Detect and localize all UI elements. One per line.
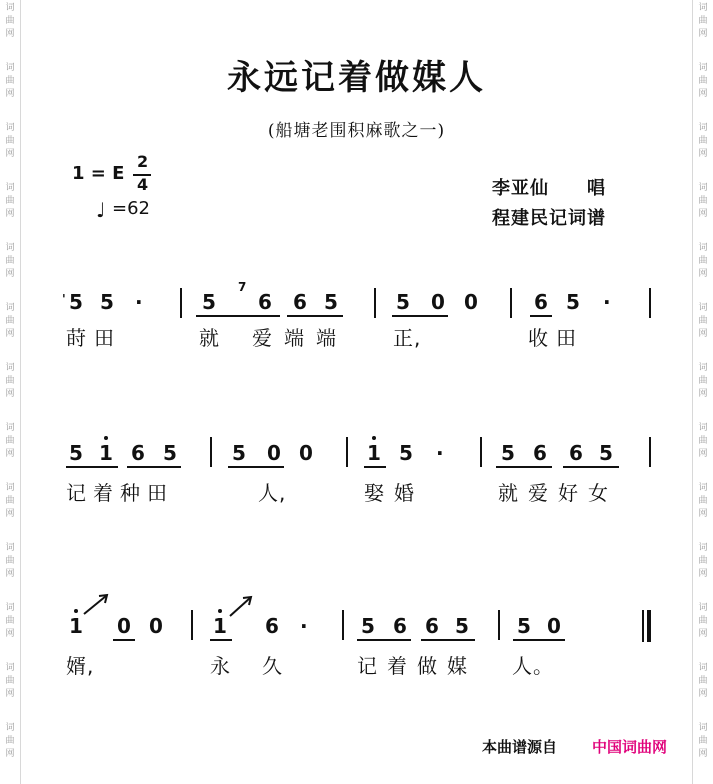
watermark-glyph: 词: [5, 123, 15, 133]
note: 5: [324, 290, 338, 314]
lyric: 娶婚: [364, 481, 424, 505]
note: 5: [100, 290, 114, 314]
watermark-glyph: 网: [5, 389, 15, 399]
beam-line: [392, 315, 448, 317]
note: 6: [569, 441, 583, 465]
watermark-glyph: 词: [5, 423, 15, 433]
beam-line: [113, 639, 135, 641]
watermark-glyph: 曲: [698, 436, 708, 446]
watermark-glyph: 网: [5, 209, 15, 219]
watermark-glyph: 网: [698, 269, 708, 279]
watermark-glyph: 曲: [5, 496, 15, 506]
augmentation-dot: ·: [436, 441, 444, 465]
note: 0: [149, 614, 163, 638]
lyric: 莳田: [66, 326, 122, 350]
credit-notation: 程建民记词谱: [492, 208, 606, 229]
note: 5: [517, 614, 531, 638]
augmentation-dot: ·: [603, 290, 611, 314]
note: 5: [69, 290, 83, 314]
note: 5: [566, 290, 580, 314]
lyric: 爱端端: [252, 326, 348, 350]
beam-line: [563, 466, 619, 468]
watermark-glyph: 网: [5, 569, 15, 579]
time-signature-bottom: 4: [137, 175, 149, 194]
watermark-glyph: 词: [698, 543, 708, 553]
lyric: 记着做媒: [357, 654, 477, 678]
watermark-glyph: 网: [5, 89, 15, 99]
watermark-glyph: 词: [5, 243, 15, 253]
high-octave-dot: [104, 436, 108, 440]
source-site-link[interactable]: 中国词曲网: [592, 738, 668, 756]
augmentation-dot: ·: [135, 290, 143, 314]
watermark-glyph: 词: [698, 663, 708, 673]
watermark-glyph: 曲: [5, 616, 15, 626]
watermark-glyph: 词: [698, 183, 708, 193]
breath-arrow-icon: [82, 592, 112, 616]
barline: [180, 288, 182, 318]
watermark-glyph: 网: [5, 629, 15, 639]
watermark-glyph: 词: [698, 603, 708, 613]
barline: [374, 288, 376, 318]
beam-line: [66, 466, 118, 468]
watermark-glyph: 曲: [5, 76, 15, 86]
watermark-glyph: 曲: [698, 736, 708, 746]
watermark-glyph: 网: [5, 449, 15, 459]
note: 5: [399, 441, 413, 465]
note: 5: [163, 441, 177, 465]
lyric: 永: [210, 654, 231, 678]
barline: [498, 610, 500, 640]
lyric: 久: [262, 654, 283, 678]
note: 5: [599, 441, 613, 465]
watermark-glyph: 曲: [5, 436, 15, 446]
lyric: 收田: [528, 326, 584, 350]
quarter-note-icon: ♩: [96, 198, 106, 222]
lyric: 人。: [512, 654, 554, 678]
watermark-glyph: 网: [698, 329, 708, 339]
breath-arrow-icon: [228, 594, 256, 618]
watermark-glyph: 曲: [5, 196, 15, 206]
watermark-glyph: 词: [698, 123, 708, 133]
final-barline-thick: [647, 610, 651, 642]
watermark-glyph: 词: [5, 543, 15, 553]
watermark-glyph: 曲: [698, 616, 708, 626]
augmentation-dot: ·: [300, 614, 308, 638]
source-label: 本曲谱源自: [482, 738, 558, 756]
watermark-glyph: 词: [698, 303, 708, 313]
watermark-glyph: 曲: [698, 316, 708, 326]
watermark-glyph: 词: [5, 63, 15, 73]
watermark-glyph: 词: [698, 363, 708, 373]
barline: [346, 437, 348, 467]
note: 6: [131, 441, 145, 465]
beam-line: [530, 315, 552, 317]
note: 0: [117, 614, 131, 638]
note: 6: [534, 290, 548, 314]
watermark-glyph: 曲: [698, 16, 708, 26]
watermark-glyph: 词: [5, 663, 15, 673]
lyric: 记着种田: [66, 481, 174, 505]
note: 5: [202, 290, 216, 314]
watermark-glyph: 词: [5, 723, 15, 733]
watermark-glyph: 网: [698, 689, 708, 699]
high-octave-dot: [218, 609, 222, 613]
watermark-glyph: 曲: [5, 556, 15, 566]
barline: [210, 437, 212, 467]
note: 6: [425, 614, 439, 638]
watermark-glyph: 网: [698, 749, 708, 759]
note: 0: [464, 290, 478, 314]
watermark-glyph: 词: [5, 303, 15, 313]
note: 1: [213, 614, 227, 638]
watermark-glyph: 词: [5, 483, 15, 493]
beam-line: [228, 466, 284, 468]
lyric: 就: [199, 326, 220, 350]
watermark-glyph: 曲: [5, 736, 15, 746]
watermark-glyph: 网: [5, 749, 15, 759]
barline: [191, 610, 193, 640]
tie-mark: ': [62, 292, 66, 306]
watermark-glyph: 词: [5, 603, 15, 613]
watermark-glyph: 词: [5, 363, 15, 373]
lyric: 人,: [258, 481, 287, 505]
watermark-glyph: 网: [698, 569, 708, 579]
watermark-glyph: 网: [698, 629, 708, 639]
watermark-glyph: 网: [698, 209, 708, 219]
watermark-glyph: 词: [5, 183, 15, 193]
watermark-glyph: 网: [698, 89, 708, 99]
note: 6: [265, 614, 279, 638]
lyric: 正,: [393, 326, 422, 350]
beam-line: [421, 639, 475, 641]
beam-line: [210, 639, 232, 641]
tempo-value: =62: [112, 198, 150, 219]
high-octave-dot: [372, 436, 376, 440]
note: 5: [361, 614, 375, 638]
watermark-glyph: 网: [698, 389, 708, 399]
watermark-glyph: 曲: [5, 316, 15, 326]
watermark-glyph: 曲: [5, 676, 15, 686]
watermark-glyph: 网: [5, 29, 15, 39]
watermark-glyph: 曲: [698, 256, 708, 266]
grace-note: 7: [238, 280, 247, 294]
note: 5: [69, 441, 83, 465]
beam-line: [287, 315, 343, 317]
watermark-glyph: 网: [5, 329, 15, 339]
note: 6: [393, 614, 407, 638]
watermark-glyph: 曲: [5, 376, 15, 386]
key-signature: 1 = E: [72, 163, 125, 184]
beam-line: [364, 466, 386, 468]
beam-line: [127, 466, 181, 468]
lyric: 婿,: [66, 654, 95, 678]
note: 5: [501, 441, 515, 465]
note: 5: [396, 290, 410, 314]
watermark-glyph: 网: [5, 269, 15, 279]
note: 6: [533, 441, 547, 465]
watermark-glyph: 曲: [698, 556, 708, 566]
watermark-glyph: 网: [698, 29, 708, 39]
watermark-glyph: 曲: [698, 676, 708, 686]
watermark-glyph: 词: [698, 723, 708, 733]
beam-line: [357, 639, 411, 641]
watermark-glyph: 曲: [698, 136, 708, 146]
watermark-glyph: 网: [698, 509, 708, 519]
watermark-glyph: 曲: [5, 136, 15, 146]
barline: [649, 437, 651, 467]
barline: [649, 288, 651, 318]
song-title: 永远记着做媒人: [227, 58, 486, 98]
note: 0: [267, 441, 281, 465]
note: 5: [232, 441, 246, 465]
barline: [510, 288, 512, 318]
watermark-glyph: 词: [698, 63, 708, 73]
watermark-glyph: 曲: [5, 256, 15, 266]
watermark-glyph: 网: [5, 689, 15, 699]
watermark-glyph: 曲: [698, 76, 708, 86]
watermark-glyph: 曲: [698, 376, 708, 386]
watermark-glyph: 词: [698, 423, 708, 433]
beam-line: [496, 466, 552, 468]
note: 0: [547, 614, 561, 638]
watermark-glyph: 曲: [698, 496, 708, 506]
watermark-glyph: 曲: [5, 16, 15, 26]
barline: [480, 437, 482, 467]
watermark-glyph: 网: [698, 149, 708, 159]
note: 6: [293, 290, 307, 314]
note: 1: [367, 441, 381, 465]
barline: [342, 610, 344, 640]
watermark-glyph: 词: [698, 483, 708, 493]
watermark-glyph: 词: [698, 3, 708, 13]
credit-singer: 李亚仙 唱: [492, 178, 606, 199]
high-octave-dot: [74, 609, 78, 613]
watermark-glyph: 网: [5, 149, 15, 159]
song-subtitle: (船塘老围积麻歌之一): [267, 121, 446, 141]
note: 1: [69, 614, 83, 638]
final-barline-thin: [642, 610, 644, 642]
note: 1: [99, 441, 113, 465]
beam-line: [196, 315, 280, 317]
note: 0: [431, 290, 445, 314]
watermark-glyph: 词: [698, 243, 708, 253]
time-signature-top: 2: [137, 152, 149, 171]
watermark-glyph: 网: [698, 449, 708, 459]
note: 0: [299, 441, 313, 465]
watermark-glyph: 曲: [698, 196, 708, 206]
note: 6: [258, 290, 272, 314]
note: 5: [455, 614, 469, 638]
beam-line: [513, 639, 565, 641]
watermark-glyph: 词: [5, 3, 15, 13]
watermark-glyph: 网: [5, 509, 15, 519]
lyric: 就爱好女: [498, 481, 618, 505]
